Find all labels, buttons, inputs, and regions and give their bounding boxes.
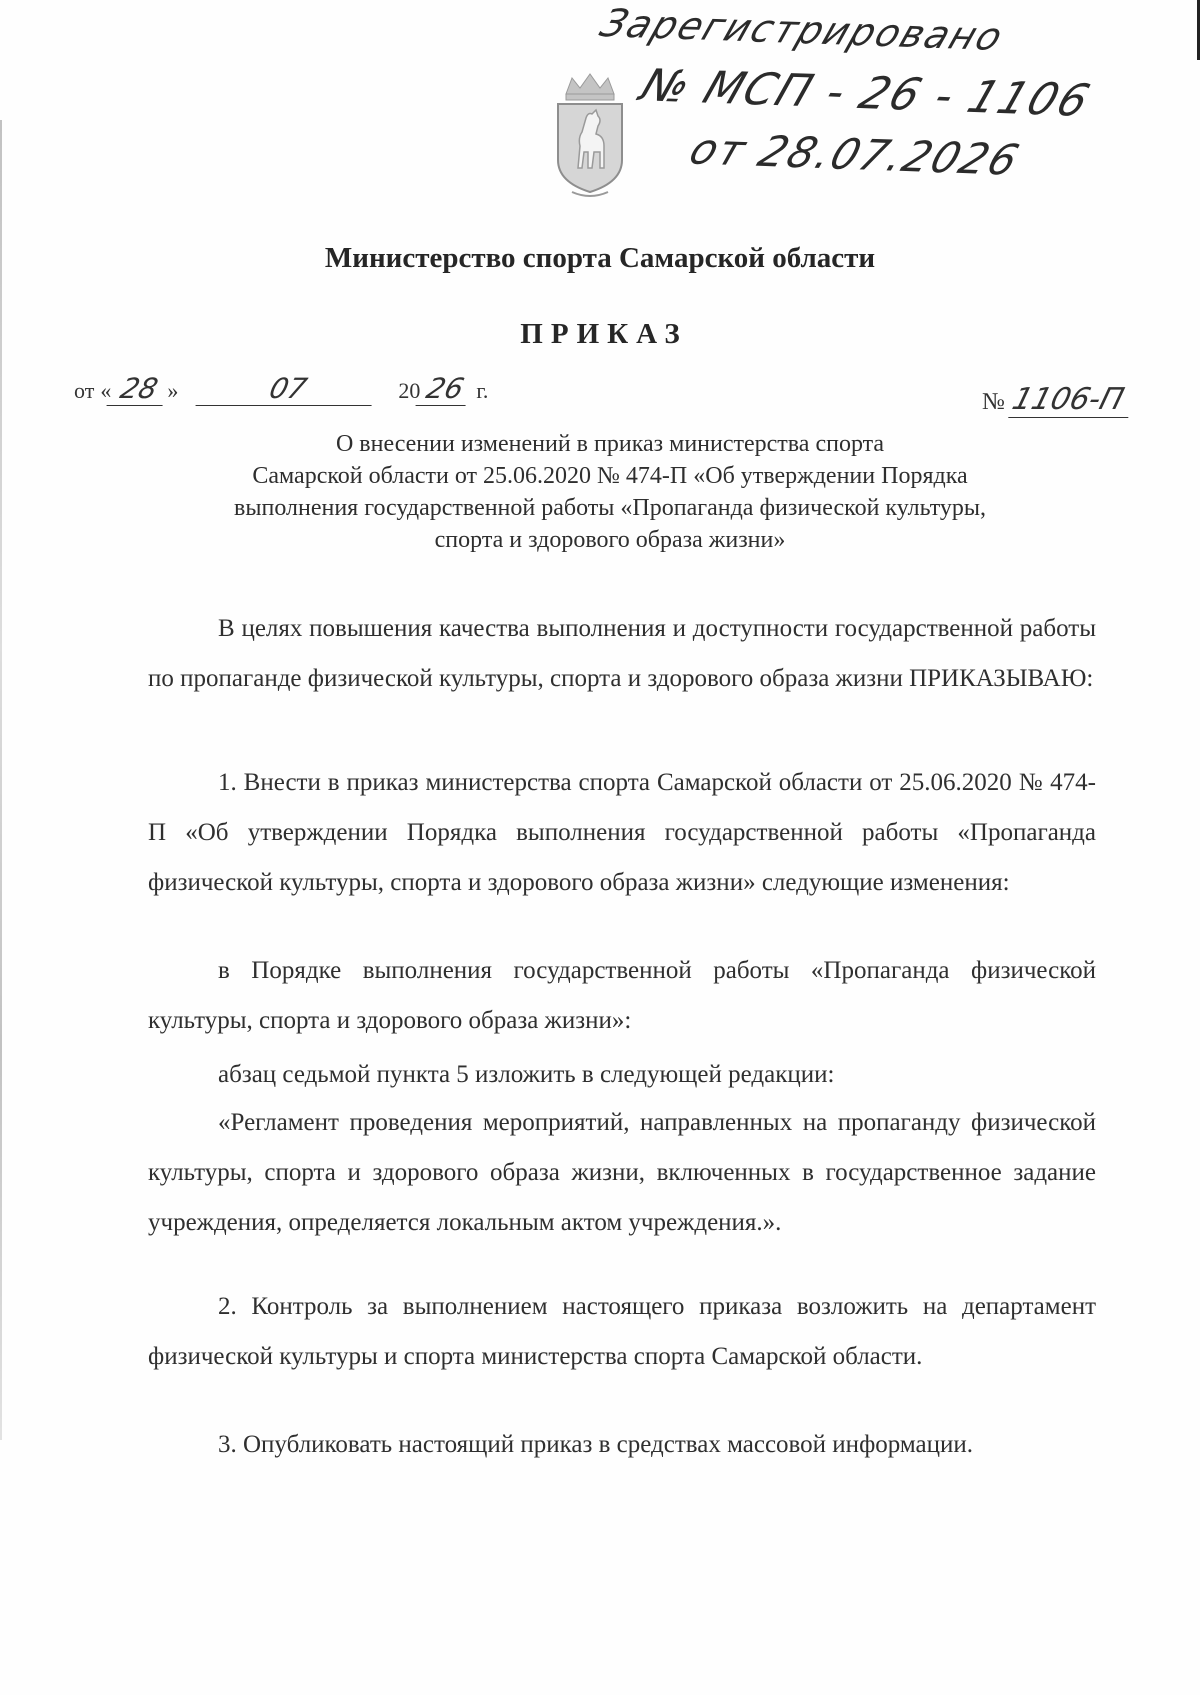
clause-3-paragraph: 3. Опубликовать настоящий приказ в средствах массовой информации. [218, 1431, 974, 1458]
order-number [982, 382, 1133, 418]
coat-of-arms-icon [552, 72, 628, 200]
order-subject [150, 428, 1070, 556]
order-number-handwritten: 1106-П [1008, 382, 1138, 418]
handwritten-registration-line1: Зарегистрировано [594, 0, 1011, 60]
organization-title: Министерство спорта Самарской области [324, 242, 876, 274]
subject-line: О внесении изменений в приказ министерства спорта [335, 431, 885, 457]
date-year-handwritten: 26 [416, 372, 475, 406]
clause-1-new-wording: «Регламент проведения мероприятий, направленных на пропаганду физической культуры, спорта и здорового образа жизни, включенных в государственное задание учреждения, определяется локальным актом учреждения.». [148, 1109, 1096, 1236]
subject-line: спорта и здорового образа жизни» [434, 527, 786, 553]
date-suffix: г. [476, 378, 489, 403]
subject-line: Самарской области от 25.06.2020 № 474-П «Об утверждении Порядка [252, 463, 968, 489]
clause-2-paragraph: 2. Контроль за выполнением настоящего приказа возложить на департамент физической культуры и спорта министерства спорта Самарской области. [148, 1293, 1096, 1370]
date-prefix: от [74, 378, 95, 403]
handwritten-registration-line3: от 28.07.2026 [683, 124, 1027, 185]
order-date [74, 372, 488, 406]
order-number-label: № [982, 389, 1005, 415]
date-day-handwritten: 28 [107, 372, 172, 406]
date-open-quote: « [100, 378, 112, 403]
date-close-quote: » [167, 378, 179, 403]
document-type-heading: ПРИКАЗ [520, 318, 688, 350]
date-year-prefix: 20 [398, 378, 421, 403]
clause-1-subparagraph: в Порядке выполнения государственной работы «Пропаганда физической культуры, спорта и здорового образа жизни»: [148, 957, 1096, 1034]
clause-1-instruction: абзац седьмой пункта 5 изложить в следующей редакции: [218, 1061, 835, 1088]
handwritten-registration-line2: № МСП - 26 - 1106 [633, 60, 1098, 127]
preamble-paragraph: В целях повышения качества выполнения и доступности государственной работы по пропаганде физической культуры, спорта и здорового образа жизни ПРИКАЗЫВАЮ: [148, 615, 1096, 692]
subject-line: выполнения государственной работы «Пропаганда физической культуры, [234, 495, 986, 521]
date-month-handwritten: 07 [196, 372, 381, 406]
clause-1-paragraph: 1. Внести в приказ министерства спорта Самарской области от 25.06.2020 № 474-П «Об утверждении Порядка выполнения государственной работы «Пропаганда физической культуры, спорта и здорового образа жизни» следующие изменения: [148, 769, 1096, 896]
